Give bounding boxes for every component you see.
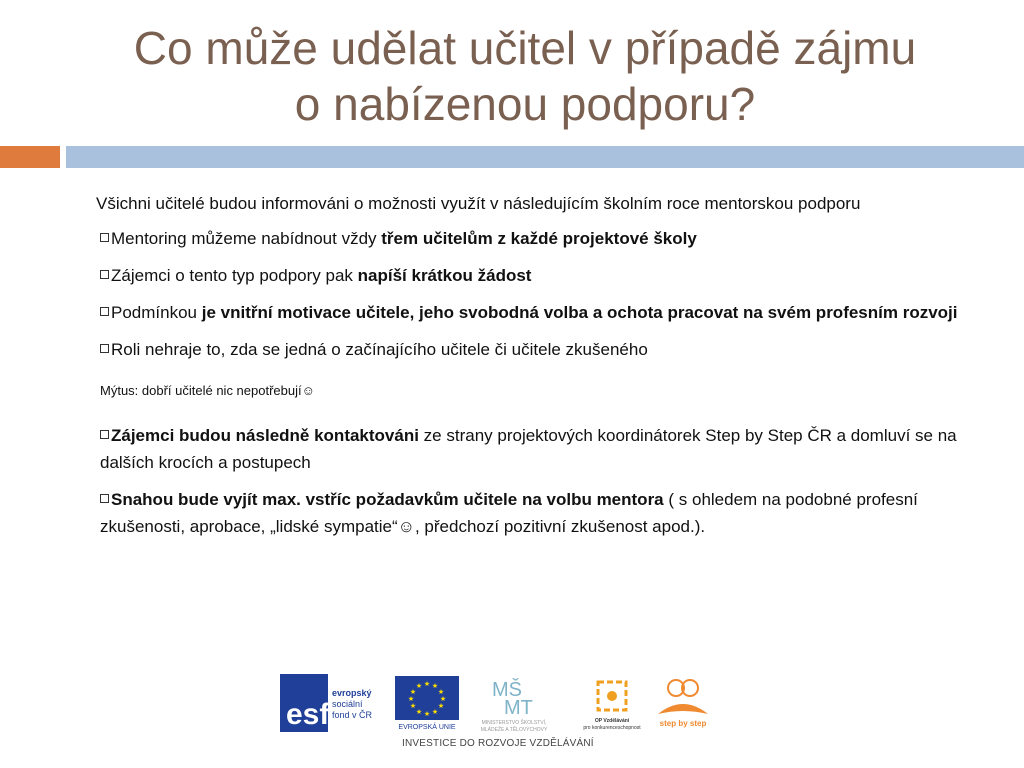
slide-content — [96, 190, 986, 550]
intro-text: Všichni učitelé budou informováni o možnosti využít v následujícím školním roce mentorskou podporu — [96, 194, 861, 213]
title-line-1: Co může udělat učitel v případě zájmu — [133, 22, 917, 74]
msmt-text-2: MLÁDEŽE A TĚLOVÝCHOVY — [480, 727, 548, 733]
bullet-item — [96, 262, 986, 289]
op-logo — [583, 682, 641, 731]
eu-text: EVROPSKÁ UNIE — [398, 724, 456, 731]
footer-caption: INVESTICE DO ROZVOJE VZDĚLÁVÁNÍ — [402, 738, 594, 749]
bullet-bold-text: Zájemci budou následně kontaktováni — [111, 426, 419, 445]
bullet-item — [96, 486, 986, 540]
svg-text:MŠ: MŠ — [492, 679, 522, 701]
svg-text:MT: MT — [504, 697, 533, 719]
svg-text:★: ★ — [409, 702, 417, 710]
square-bullet-icon — [100, 307, 109, 316]
accent-bar-orange — [0, 146, 60, 168]
bullet-list — [96, 225, 986, 363]
sbs-text: step by step — [659, 719, 707, 728]
bullet-bold-text: třem učitelům z každé projektové školy — [381, 229, 697, 248]
bullet-pre-text: Roli nehraje to, zda se jedná o začínajícího učitele či učitele zkušeného — [111, 340, 648, 359]
square-bullet-icon — [100, 494, 109, 503]
square-bullet-icon — [100, 270, 109, 279]
eu-flag-logo — [395, 676, 459, 732]
step-by-step-logo — [658, 680, 708, 728]
svg-text:★: ★ — [407, 695, 415, 703]
bullet-bold-text: napíší krátkou žádost — [357, 266, 532, 285]
svg-text:★: ★ — [437, 688, 445, 696]
msmt-text-1: MINISTERSTVO ŠKOLSTVÍ, — [481, 720, 547, 726]
bullet-item — [96, 336, 986, 363]
esf-logo — [280, 674, 373, 732]
square-bullet-icon — [100, 430, 109, 439]
svg-text:★: ★ — [415, 682, 423, 690]
svg-text:★: ★ — [437, 702, 445, 710]
svg-text:★: ★ — [439, 695, 447, 703]
esf-text-1: evropský — [332, 688, 372, 698]
svg-text:esf: esf — [286, 698, 330, 731]
svg-text:★: ★ — [409, 688, 417, 696]
bullet-pre-text: Mentoring můžeme nabídnout vždy — [111, 229, 382, 248]
svg-text:★: ★ — [415, 708, 423, 716]
op-text-1: OP Vzdělávání — [594, 718, 630, 724]
bullet-post-text: ( s ohledem na podobné profesní zkušenosti, aprobace, „lidské sympatie“☺, předchozí pozitivní zkušenost apod.). — [100, 490, 918, 536]
bullet-pre-text: Zájemci o tento typ podpory pak — [111, 266, 358, 285]
bullet-item — [96, 422, 986, 476]
accent-bar-blue — [66, 146, 1024, 168]
svg-text:★: ★ — [423, 680, 431, 688]
bullet-bold-text: je vnitřní motivace učitele, jeho svobodná volba a ochota pracovat na svém profesním rozvoji — [201, 303, 958, 322]
esf-text-3: fond v ČR — [332, 710, 373, 720]
svg-text:★: ★ — [431, 708, 439, 716]
bullet-post-text: ze strany projektových koordinátorek Step by Step ČR a domluví se na dalších krocích a postupech — [100, 426, 957, 472]
op-text-2: pro konkurenceschopnost — [583, 725, 641, 731]
bullet-list-2 — [96, 422, 986, 540]
myth-text: Mýtus: dobří učitelé nic nepotřebují☺ — [100, 383, 315, 398]
bullet-bold-text: Snahou bude vyjít max. vstříc požadavkům učitele na volbu mentora — [111, 490, 664, 509]
esf-text-2: sociální — [332, 699, 363, 709]
msmt-logo — [481, 678, 548, 733]
title-line-2: o nabízenou podporu? — [294, 78, 756, 130]
square-bullet-icon — [100, 233, 109, 242]
square-bullet-icon — [100, 344, 109, 353]
svg-text:★: ★ — [423, 710, 431, 718]
bullet-item — [96, 225, 986, 252]
bullet-item — [96, 299, 986, 326]
bullet-pre-text: Podmínkou — [111, 303, 202, 322]
svg-text:★: ★ — [431, 682, 439, 690]
slide-title — [60, 20, 990, 132]
